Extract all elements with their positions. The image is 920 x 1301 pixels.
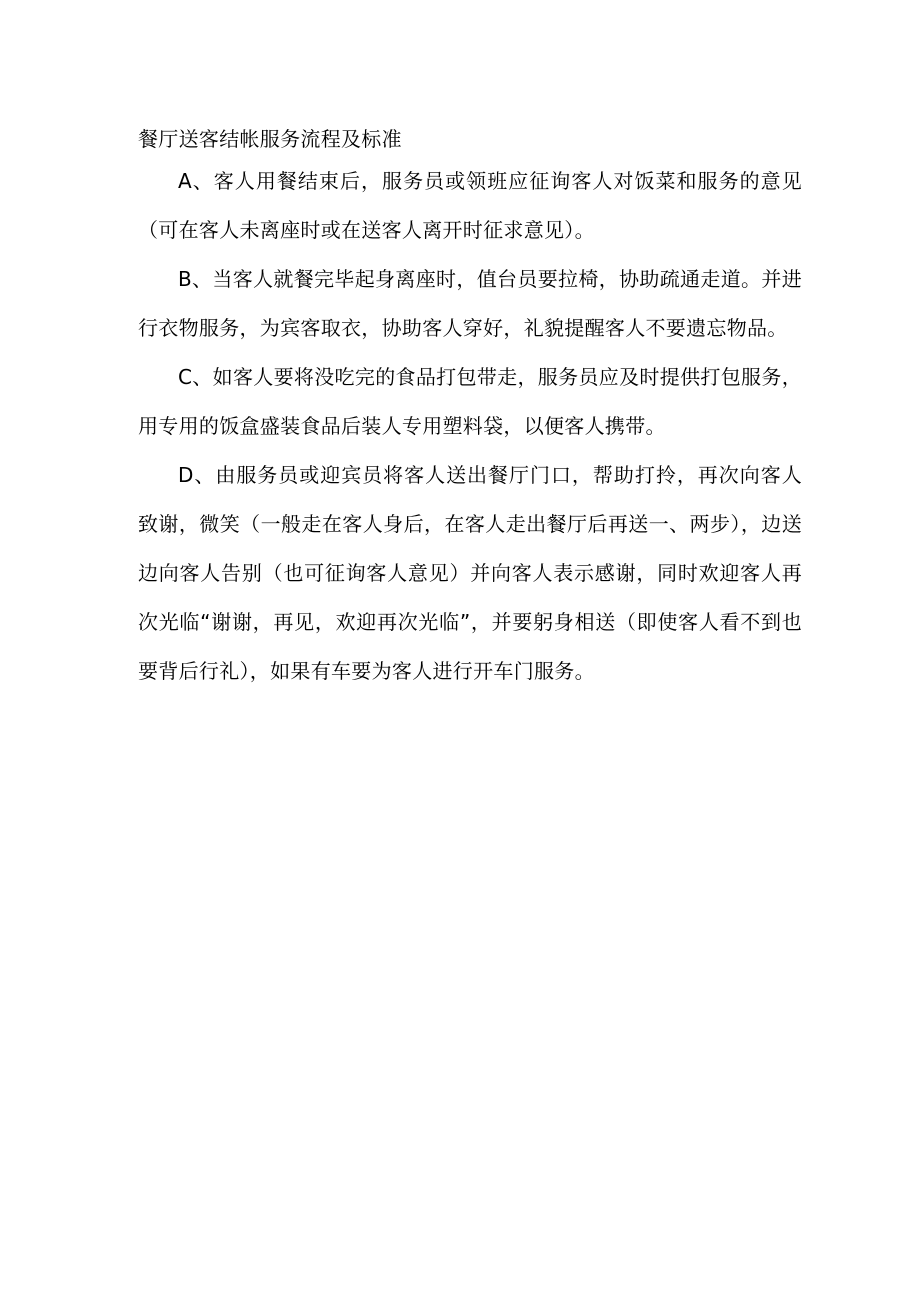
paragraph-d: D、由服务员或迎宾员将客人送出餐厅门口，帮助打拎，再次向客人致谢，微笑（一般走在客人身后，在客人走出餐厅后再送一、两步），边送边向客人告别（也可征询客人意见）并向客人表示感谢，同时欢迎客人再次光临“谢谢，再见，欢迎再次光临”，并要躬身相送（即使客人看不到也要背后行礼），如果有车要为客人进行开车门服务。: [138, 463, 802, 683]
document-title: 餐厅送客结帐服务流程及标准: [138, 127, 402, 151]
document-body: [138, 121, 802, 696]
paragraph-a: A、客人用餐结束后，服务员或领班应征询客人对饭菜和服务的意见（可在客人未离座时或在送客人离开时征求意见）。: [138, 169, 802, 242]
paragraph-c: C、如客人要将没吃完的食品打包带走，服务员应及时提供打包服务，用专用的饭盒盛装食品后装人专用塑料袋，以便客人携带。: [138, 365, 802, 438]
paragraph-b: B、当客人就餐完毕起身离座时，值台员要拉椅，协助疏通走道。并进行衣物服务，为宾客取衣，协助客人穿好，礼貌提醒客人不要遗忘物品。: [138, 267, 802, 340]
